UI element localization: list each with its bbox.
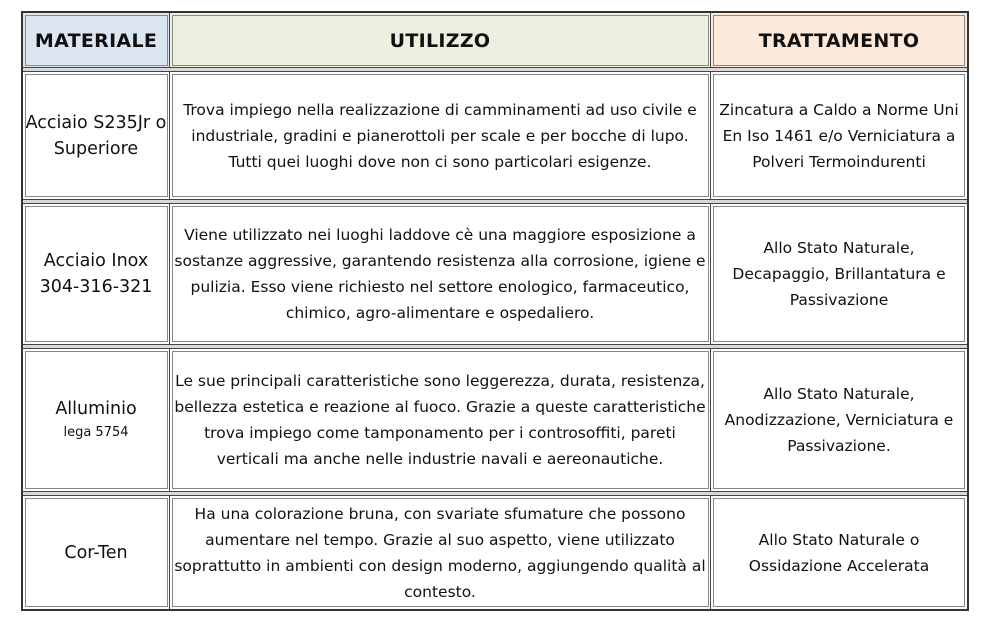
usage-cell: Viene utilizzato nei luoghi laddove cè una maggiore esposizione a sostanze aggressive, garantendo resistenza alla corrosione, igiene e pulizia. Esso viene richiesto nel settore enologico, farmaceutico, chimico, agro-alimentare e ospedaliero. [170, 204, 711, 344]
material-alloy: lega 5754 [63, 425, 129, 440]
material-cell [23, 496, 170, 609]
usage-cell: Le sue principali caratteristiche sono leggerezza, durata, resistenza, bellezza estetica e reazione al fuoco. Grazie a queste caratteristiche trova impiego come tamponamento per i controsoffiti, pareti verticali ma anche nelle industrie navali e aereonautiche. [170, 349, 711, 491]
materials-table [21, 11, 969, 611]
treatment-cell: Allo Stato Naturale o Ossidazione Accelerata [711, 496, 967, 609]
usage-cell: Trova impiego nella realizzazione di camminamenti ad uso civile e industriale, gradini e pianerottoli per scale e per bocche di lupo. Tutti quei luoghi dove non ci sono particolari esigenze. [170, 72, 711, 199]
material-name: Cor-Ten [64, 542, 128, 563]
treatment-cell: Zincatura a Caldo a Norme Uni En Iso 1461 e/o Verniciatura a Polveri Termoindurenti [711, 72, 967, 199]
material-name: Acciaio S235Jr o Superiore [25, 112, 167, 159]
header-treatment: TRATTAMENTO [711, 13, 967, 68]
usage-cell: Ha una colorazione bruna, con svariate sfumature che possono aumentare nel tempo. Grazie al suo aspetto, viene utilizzato soprattutto in ambienti con design moderno, aggiungendo qualità al contesto. [170, 496, 711, 609]
table-row [23, 72, 967, 199]
header-material: MATERIALE [23, 13, 170, 68]
table-row [23, 349, 967, 491]
header-row [23, 13, 967, 69]
header-usage: UTILIZZO [170, 13, 711, 68]
table-row [23, 204, 967, 344]
treatment-cell: Allo Stato Naturale, Anodizzazione, Verniciatura e Passivazione. [711, 349, 967, 491]
material-cell [23, 204, 170, 344]
material-cell [23, 72, 170, 199]
material-name: Acciaio Inox 304-316-321 [39, 251, 153, 297]
material-cell [23, 349, 170, 491]
material-name: Alluminio [55, 399, 137, 419]
table-row [23, 496, 967, 609]
treatment-cell: Allo Stato Naturale, Decapaggio, Brillantatura e Passivazione [711, 204, 967, 344]
